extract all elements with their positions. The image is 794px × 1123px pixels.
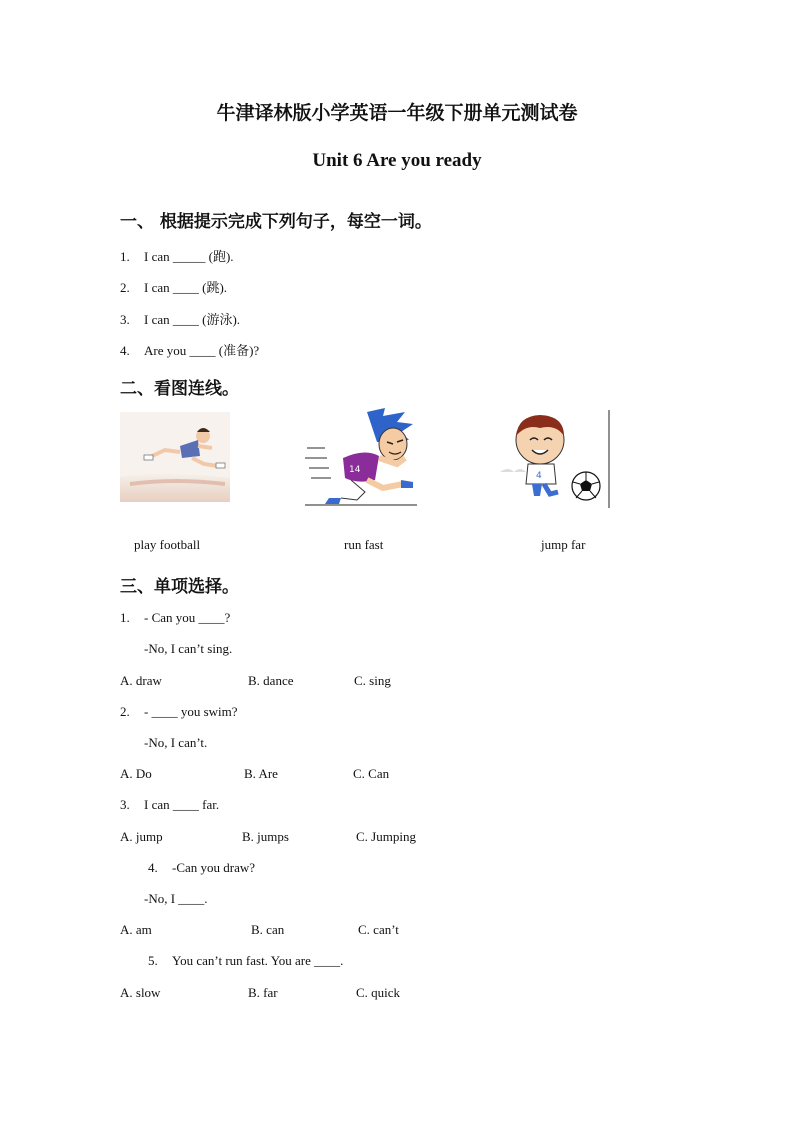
q1-question: 1. - Can you ____?	[120, 610, 231, 625]
q4-answer: -No, I ____.	[144, 891, 208, 906]
label-run-fast: run fast	[344, 537, 384, 552]
q2-answer: -No, I can’t.	[144, 735, 208, 750]
q1-answer: -No, I can’t sing.	[144, 641, 233, 656]
section2-heading: 二、看图连线。	[120, 379, 239, 399]
q5-question: 5. You can’t run fast. You are ____.	[148, 953, 344, 968]
section3-heading: 三、单项选择。	[120, 577, 239, 597]
page-title: 牛津译林版小学英语一年级下册单元测试卷	[216, 102, 578, 124]
section1-heading: 一、 根据提示完成下列句子，每空一词。	[120, 212, 432, 232]
q1-option-b: B. dance	[248, 673, 294, 688]
page-subtitle: Unit 6 Are you ready	[312, 150, 482, 171]
svg-text:14: 14	[349, 465, 361, 475]
q3-option-c: C. Jumping	[356, 829, 416, 844]
section1-item-1: 1. I can _____ (跑).	[120, 249, 234, 264]
q4-question: 4. -Can you draw?	[148, 860, 256, 875]
running-boy-image	[305, 408, 417, 506]
section1-item-2: 2. I can ____ (跳).	[120, 280, 228, 295]
q2-option-b: B. Are	[244, 766, 278, 781]
q5-option-b: B. far	[248, 985, 278, 1000]
section1-item-3: 3. I can ____ (游泳).	[120, 312, 241, 327]
q3-question: 3. I can ____ far.	[120, 797, 220, 812]
q2-question: 2. - ____ you swim?	[120, 704, 238, 719]
q3-option-a: A. jump	[120, 829, 163, 844]
q3-option-b: B. jumps	[242, 829, 289, 844]
q4-option-b: B. can	[251, 922, 285, 937]
q2-option-a: A. Do	[120, 766, 152, 781]
section1-item-4: 4. Are you ____ (准备)?	[120, 343, 260, 358]
q4-option-a: A. am	[120, 922, 152, 937]
q2-option-c: C. Can	[353, 766, 390, 781]
label-play-football: play football	[134, 537, 201, 552]
q5-option-a: A. slow	[120, 985, 161, 1000]
q1-option-c: C. sing	[354, 673, 391, 688]
label-jump-far: jump far	[541, 537, 586, 552]
football-boy-image	[500, 410, 612, 508]
svg-text:4: 4	[536, 471, 542, 481]
q4-option-c: C. can’t	[358, 922, 399, 937]
q1-option-a: A. draw	[120, 673, 162, 688]
jumping-boy-image	[120, 412, 230, 502]
q5-option-c: C. quick	[356, 985, 401, 1000]
